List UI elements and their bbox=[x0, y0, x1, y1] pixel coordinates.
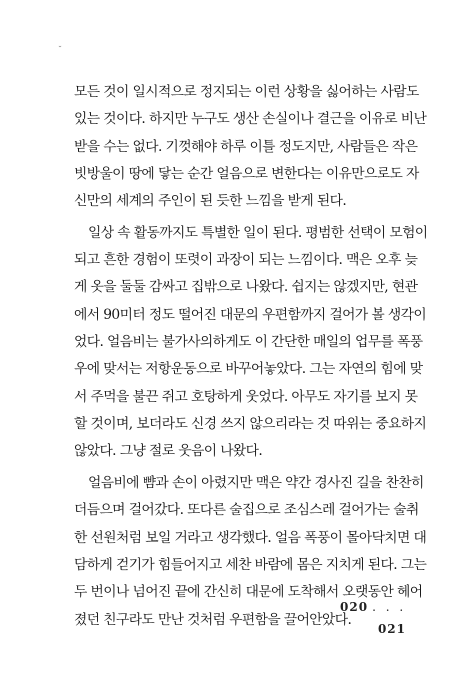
text-line: 할 것이며, 보더라도 신경 쓰지 않으리라는 것 따위는 중요하지 bbox=[74, 416, 427, 433]
text-line: 일상 속 활동까지도 특별한 일이 된다. 평범한 선택이 모험이 bbox=[88, 224, 428, 241]
text-line: 담하게 걷기가 힘들어지고 세찬 바람에 몸은 지치게 된다. 그는 bbox=[74, 556, 427, 573]
footer-dots: . . . bbox=[372, 600, 407, 614]
paragraph-1 bbox=[74, 79, 427, 216]
page-number-right: 021 bbox=[377, 622, 406, 636]
text-line: 더듬으며 걸어갔다. 또다른 술집으로 조심스레 걸어가는 술취 bbox=[74, 502, 419, 519]
corner-mark: ˘ bbox=[58, 45, 62, 54]
text-line: 서 주먹을 불끈 쥐고 호탕하게 웃었다. 아무도 자기를 보지 못 bbox=[74, 388, 418, 405]
text-line: 한 선원처럼 보일 거라고 생각했다. 얼음 폭풍이 몰아닥치면 대 bbox=[74, 529, 427, 546]
text-line: 되고 흔한 경험이 또렷이 과장이 되는 느낌이다. 맥은 오후 늦 bbox=[74, 252, 418, 269]
page-number-left: 020 bbox=[340, 600, 369, 614]
text-line: 에서 90미터 정도 떨어진 대문의 우편함까지 걸어가 볼 생각이 bbox=[74, 306, 427, 323]
footer-row-left bbox=[340, 598, 420, 616]
body-text bbox=[74, 79, 428, 634]
text-line: 두 번이나 넘어진 끝에 간신히 대문에 도착해서 오랫동안 헤어 bbox=[74, 584, 423, 601]
page-footer bbox=[340, 598, 420, 638]
text-line: 않았다. 그냥 절로 웃음이 나왔다. bbox=[74, 443, 263, 460]
text-line: 게 옷을 둘둘 감싸고 집밖으로 나왔다. 쉽지는 않겠지만, 현관 bbox=[74, 279, 418, 296]
text-line: 얼음비에 뺨과 손이 아렸지만 맥은 약간 경사진 길을 찬찬히 bbox=[88, 474, 424, 491]
text-line: 신만의 세계의 주인이 된 듯한 느낌을 받게 된다. bbox=[74, 193, 347, 210]
text-line: 졌던 친구라도 만난 것처럼 우편함을 끌어안았다. bbox=[74, 611, 352, 628]
text-line: 빗방울이 땅에 닿는 순간 얼음으로 변한다는 이유만으로도 자 bbox=[74, 166, 419, 183]
text-line: 었다. 얼음비는 불가사의하게도 이 간단한 매일의 업무를 폭풍 bbox=[74, 334, 423, 351]
text-line: 받을 수는 없다. 기껏해야 하루 이틀 정도지만, 사람들은 작은 bbox=[74, 138, 418, 155]
text-line: 우에 맞서는 저항운동으로 바꾸어놓았다. 그는 자연의 힘에 맞 bbox=[74, 361, 423, 378]
text-line: 있는 것이다. 하지만 누구도 생산 손실이나 결근을 이유로 비난 bbox=[74, 111, 427, 128]
text-line: 모든 것이 일시적으로 정지되는 이런 상황을 싫어하는 사람도 bbox=[74, 84, 419, 100]
paragraph-2 bbox=[74, 220, 428, 466]
footer-row-right bbox=[340, 620, 420, 638]
